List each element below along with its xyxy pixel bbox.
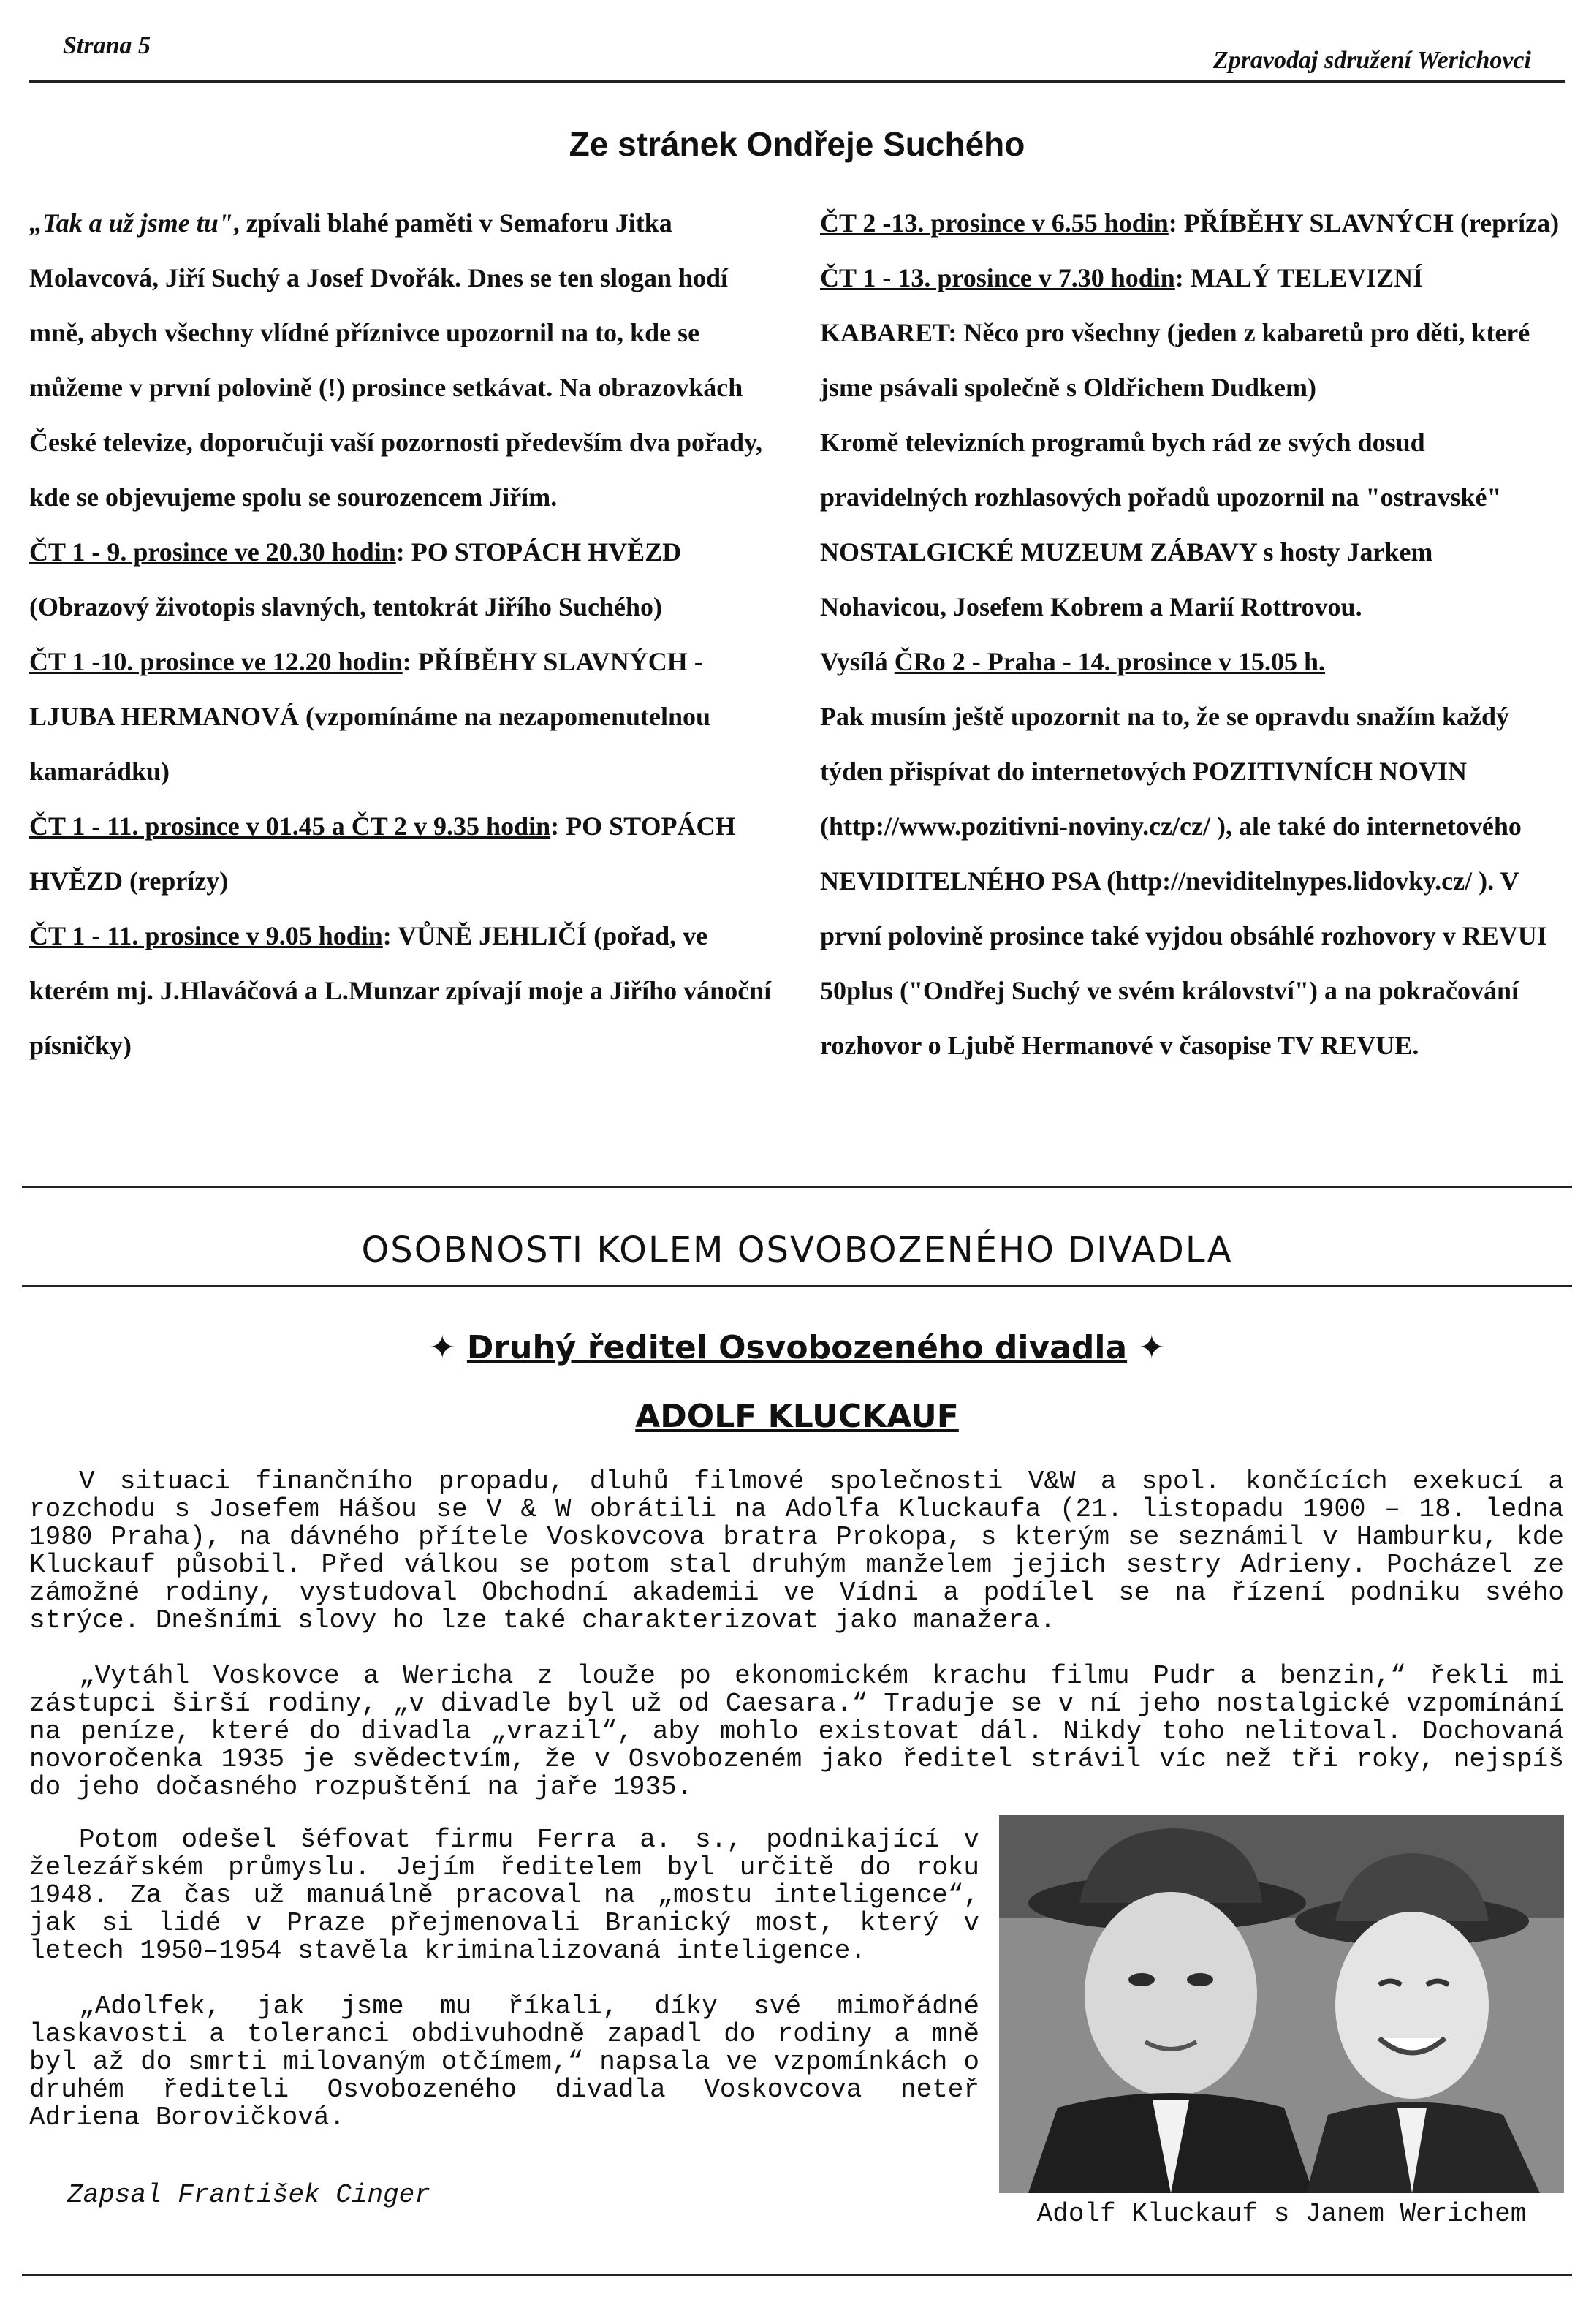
program-date: ČT 1 - 11. prosince v 01.45 a ČT 2 v 9.35 hodin: [29, 811, 551, 841]
photo-kluckauf-werich: [999, 1815, 1564, 2193]
page-number: Strana 5: [63, 32, 151, 59]
internet-paragraph: Pak musím ještě upozornit na to, že se opravdu snažím každý týden přispívat do internetových POZITIVNÍCH NOVIN (http://www.pozitivni-noviny.cz/cz/ ), ale také do internetového NEVIDITELNÉHO PSA (http://neviditelnypes.lidovky.cz/ ). V první polovině prosince také vyjdou obsáhlé rozhovory v REVUI 50plus ("Ondřej Suchý ve svém království") a na pokračování rozhovor o Ljubě Hermanové v časopise TV REVUE.: [820, 702, 1547, 1060]
program-item: [29, 635, 775, 799]
program-item: [29, 799, 775, 909]
page-header: [29, 29, 1565, 83]
program-date: ČT 2 -13. prosince v 6.55 hodin: [820, 208, 1169, 238]
radio-date: ČRo 2 - Praha - 14. prosince v 15.05 h.: [894, 647, 1326, 676]
program-date: ČT 1 - 13. prosince v 7.30 hodin: [820, 263, 1175, 292]
photo-illustration: [999, 1815, 1564, 2193]
radio-paragraph: Kromě televizních programů bych rád ze svých dosud pravidelných rozhlasových pořadů upozornil na "ostravské" NOSTALGICKÉ MUZEUM ZÁBAVY s hosty Jarkem Nohavicou, Josefem Kobrem a Marií Rottrovou.: [820, 428, 1502, 621]
star-icon: ✦: [1138, 1329, 1166, 1366]
program-text: : MALÝ TELEVIZNÍ KABARET: Něco pro všechny (jeden z kabaretů pro děti, které jsme psávali společně s Oldřichem Dudkem): [820, 263, 1530, 402]
radio-broadcast: [820, 635, 1565, 689]
section1-right-column: [820, 196, 1565, 1073]
article-paragraph: „Adolfek, jak jsme mu říkali, díky své mimořádné laskavosti a toleranci obdivuhodně zapadl do rodiny a mně byl až do smrti milovaným otčímem,“ napsala ve vzpomínkách o druhém řediteli Osvobozeného divadla Voskovcova neteř Adriena Borovičková.: [29, 1991, 979, 2132]
intro-paragraph: [29, 196, 775, 525]
page-footer-rule: [22, 2274, 1572, 2276]
program-date: ČT 1 - 9. prosince ve 20.30 hodin: [29, 537, 396, 567]
section2-title: OSOBNOSTI KOLEM OSVOBOZENÉHO DIVADLA: [361, 1230, 1233, 1271]
article-body-left: [29, 1826, 979, 2160]
article-paragraph: V situaci finančního propadu, dluhů filmové společnosti V&W a spol. končících exekucí a rozchodu s Josefem Hášou se V & W obrátili na Adolfa Kluckaufa (21. listopadu 1900 – 18. ledna 1980 Praha), na dávného přítele Voskovcova bratra Prokopa, s kterým se seznámil v Hamburku, kde Kluckauf působil. Před válkou se potom stal druhým manželem jejich sestry Adrieny. Pocházel ze zámožné rodiny, vystudoval Obchodní akademii ve Vídni a podílel se na řízení podniku svého strýce. Dnešními slovy ho lze také charakterizovat jako manažera.: [29, 1466, 1564, 1635]
newsletter-name: Zpravodaj sdružení Werichovci: [1212, 47, 1531, 74]
program-item: [820, 251, 1565, 415]
section-divider: [22, 1186, 1572, 1188]
section-divider: [22, 1285, 1572, 1287]
program-text: : PŘÍBĚHY SLAVNÝCH (repríza): [1168, 208, 1560, 238]
article-paragraph: „Vytáhl Voskovce a Wericha z louže po ekonomickém krachu filmu Pudr a benzin,“ řekli mi zástupci širší rodiny, „v divadle byl už od Caesara.“ Traduje se v ní jeho nostalgické vzpomínání na peníze, které do divadla „vrazil“, aby mohlo existovat dál. Nikdy toho nelitoval. Dochovaná novoročenka 1935 je svědectvím, že v Osvobozeném jako ředitel strávil víc než tři roky, nejspíš do jeho dočasného rozpuštění na jaře 1935.: [29, 1661, 1564, 1802]
section1-title: Ze stránek Ondřeje Suchého: [569, 125, 1025, 163]
radio-prefix: Vysílá: [820, 647, 895, 676]
article-paragraph: Potom odešel šéfovat firmu Ferra a. s., podnikající v železářském průmyslu. Jejím ředitelem byl určitě do roku 1948. Za čas už manuálně pracoval na „mostu inteligence“, jak si lidé v Praze přejmenovali Branický most, který v letech 1950–1954 stavěla kriminalizovaná inteligence.: [29, 1825, 979, 1966]
intro-quote: „Tak a už jsme tu": [29, 208, 233, 238]
program-item: [29, 525, 775, 635]
program-item: [820, 196, 1565, 251]
program-date: ČT 1 - 11. prosince v 9.05 hodin: [29, 921, 383, 950]
program-text: : PO STOPÁCH HVĚZD (reprízy): [29, 811, 736, 896]
intro-text: , zpívali blahé paměti v Semaforu Jitka Molavcová, Jiří Suchý a Josef Dvořák. Dnes se ten slogan hodí mně, abych všechny vlídné příznivce upozornil na to, kde se můžeme v první polovině (!) prosince setkávat. Na obrazovkách České televize, doporučuji vaší pozornosti především dva pořady, kde se objevujeme spolu se sourozencem Jiřím.: [29, 208, 762, 512]
program-text: : PŘÍBĚHY SLAVNÝCH - LJUBA HERMANOVÁ (vzpomínáme na nezapomenutelnou kamarádku): [29, 647, 711, 786]
program-date: ČT 1 -10. prosince ve 12.20 hodin: [29, 647, 403, 676]
program-item: [29, 909, 775, 1073]
section1-left-column: [29, 196, 775, 1073]
article-body-top: [29, 1468, 1564, 1829]
program-text: : VŮNĚ JEHLIČÍ (pořad, ve kterém mj. J.Hlaváčová a L.Munzar zpívají moje a Jiřího vánoční písničky): [29, 921, 772, 1060]
article-heading: ADOLF KLUCKAUF: [635, 1398, 959, 1435]
star-icon: ✦: [428, 1329, 456, 1366]
article-subtitle-text: Druhý ředitel Osvobozeného divadla: [466, 1329, 1128, 1366]
photo-caption: Adolf Kluckauf s Janem Werichem: [1036, 2199, 1527, 2229]
article-subtitle: [0, 1329, 1594, 1366]
article-signature: Zapsal František Cinger: [67, 2180, 430, 2210]
program-text: : PO STOPÁCH HVĚZD (Obrazový životopis slavných, tentokrát Jiřího Suchého): [29, 537, 682, 621]
